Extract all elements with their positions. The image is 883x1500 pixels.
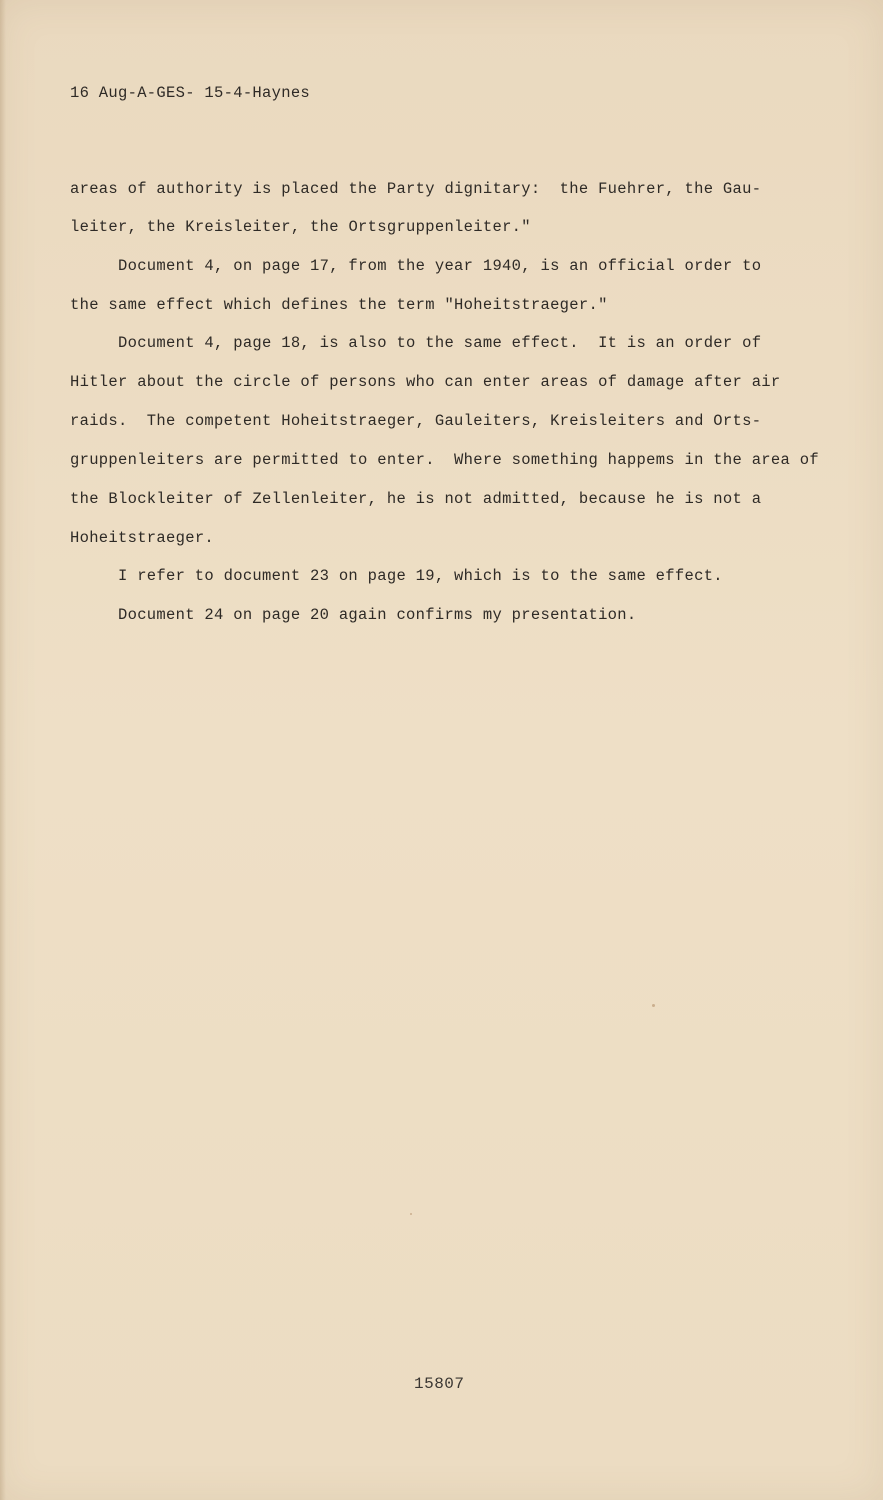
document-reference-header: 16 Aug-A-GES- 15-4-Haynes [70, 84, 311, 102]
paper-speck [652, 1004, 655, 1007]
text-line-6: Hitler about the circle of persons who can enter areas of damage after air [70, 373, 781, 391]
text-line-9: the Blockleiter of Zellenleiter, he is not admitted, because he is not a [70, 490, 762, 508]
text-line-1: areas of authority is placed the Party dignitary: the Fuehrer, the Gau- [70, 180, 762, 198]
page-number: 15807 [414, 1375, 465, 1393]
page-edge-shadow [0, 0, 6, 1500]
text-line-12: Document 24 on page 20 again confirms my presentation. [118, 606, 637, 624]
text-line-5: Document 4, page 18, is also to the same effect. It is an order of [118, 334, 762, 352]
text-line-4: the same effect which defines the term "Hoheitstraeger." [70, 296, 608, 314]
text-line-11: I refer to document 23 on page 19, which is to the same effect. [118, 567, 723, 585]
text-line-10: Hoheitstraeger. [70, 529, 215, 547]
text-line-8: gruppenleiters are permitted to enter. Where something happems in the area of [70, 451, 819, 469]
text-line-7: raids. The competent Hoheitstraeger, Gauleiters, Kreisleiters and Orts- [70, 412, 762, 430]
paper-speck [410, 1213, 412, 1215]
text-line-3: Document 4, on page 17, from the year 1940, is an official order to [118, 257, 762, 275]
text-line-2: leiter, the Kreisleiter, the Ortsgruppenleiter." [70, 218, 531, 236]
